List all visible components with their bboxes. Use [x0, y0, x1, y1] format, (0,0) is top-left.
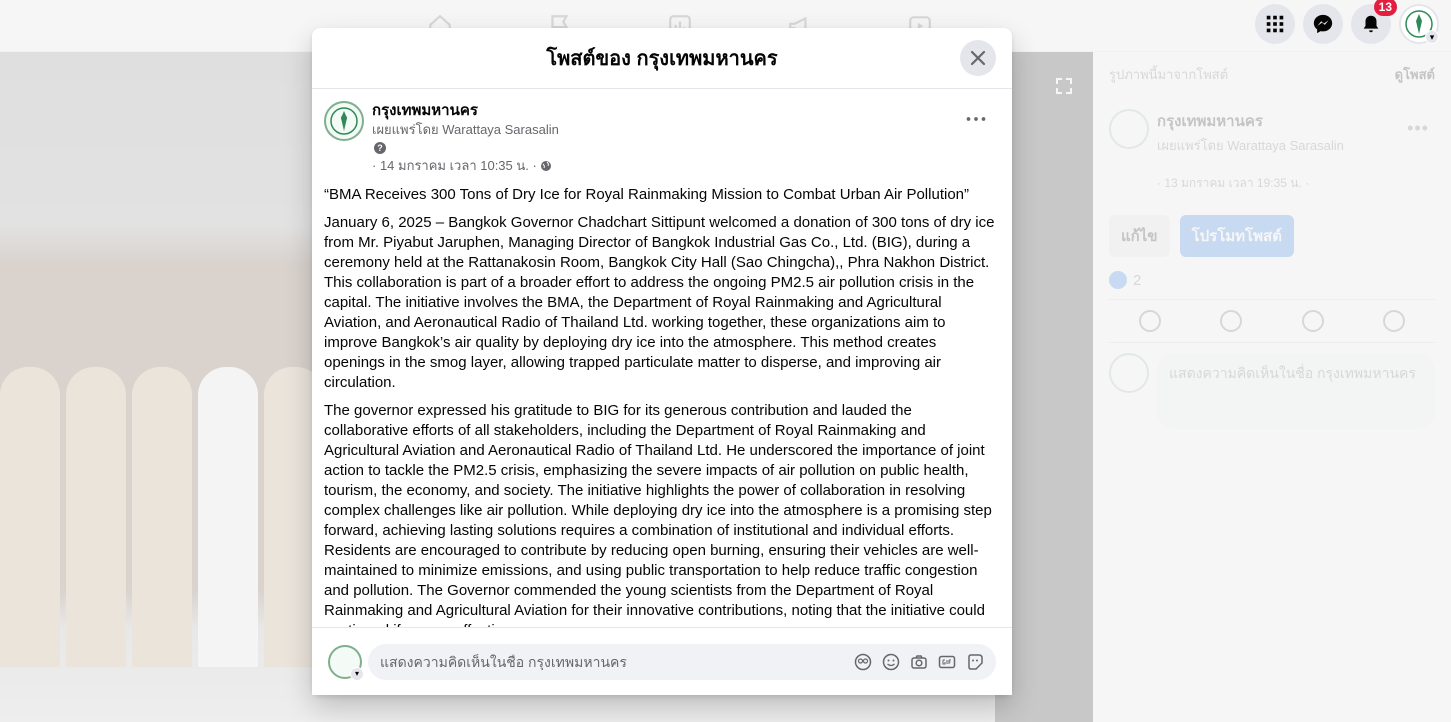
- page-name[interactable]: กรุงเทพมหานคร: [372, 102, 478, 119]
- page-avatar[interactable]: [324, 101, 364, 141]
- help-icon[interactable]: ?: [374, 142, 386, 154]
- chevron-down-icon[interactable]: ▾: [350, 667, 364, 681]
- more-options-icon[interactable]: [958, 109, 994, 129]
- close-button[interactable]: [960, 40, 996, 76]
- post-meta: [372, 101, 559, 175]
- post-title-text: “BMA Receives 300 Tons of Dry Ice for Royal Rainmaking Mission to Combat Urban Air Pollution”: [324, 186, 969, 203]
- camera-icon[interactable]: [910, 653, 928, 671]
- post-date-text: · 14 มกราคม เวลา 10:35 น. ·: [372, 158, 537, 173]
- messenger-icon[interactable]: [1303, 4, 1343, 44]
- post-text: [324, 185, 1000, 669]
- gif-icon[interactable]: [938, 653, 956, 671]
- post-date[interactable]: [372, 157, 559, 175]
- post-paragraph: The governor expressed his gratitude to BIG for its generous contribution and lauded the collaborative efforts of all stakeholders, including the Department of Royal Rainmaking and Agricultural Aviation and Aeronautical Radio of Thailand Ltd. He underscored the importance of joint action to tackle the PM2.5 crisis, emphasizing the severe impacts of air pollution on public health, tourism, the economy, and society. The initiative highlights the power of collaboration in resolving complex challenges like air pollution. While deploying dry ice into the atmosphere is a promising step forward, achieving lasting solutions requires a combination of institutional and individual efforts. Residents are encouraged to contribute by reducing open burning, ensuring their vehicles are well-maintained to minimize emissions, and using public transportation to help reduce traffic congestion and pollution. The Governor commended the young scientists from the Department of Royal Rainmaking and Agricultural Aviation for their innovative contributions, noting that the initiative could: [324, 402, 992, 619]
- published-by: เผยแพร่โดย Warattaya Sarasalin: [372, 122, 559, 137]
- globe-icon: [540, 160, 552, 172]
- post-content[interactable]: [312, 89, 1012, 627]
- modal-header: [312, 28, 1012, 89]
- bell-icon[interactable]: [1351, 0, 1392, 44]
- notification-badge: 13: [1374, 0, 1397, 16]
- close-icon: [968, 48, 988, 68]
- sticker-icon[interactable]: [966, 653, 984, 671]
- comment-input[interactable]: [380, 654, 854, 670]
- post-header: [324, 101, 1000, 175]
- comment-tools: [854, 653, 984, 671]
- comment-composer: [312, 627, 1012, 695]
- post-paragraph: January 6, 2025 – Bangkok Governor Chadchart Sittipunt welcomed a donation of 300 tons of dry ice from Mr. Piyabut Jaruphen, Managing Director of Bangkok Industrial Gas Co., Ltd. (BIG), during a ceremony held at the Rattanakosin Room, Bangkok City Hall (Sao Chingcha),, Phra Nakhon District. This collaboration is part of a broader effort to address the ongoing PM2.5 air pollution crisis in the capital. The initiative involves the BMA, the Department of Royal Rainmaking and Agricultural Aviation, and Aeronautical Radio of Thailand Ltd. working together, these organizations aim to improve Bangkok’s air quality by deploying dry ice into the atmosphere. This method creates openings in the smog layer, allowing trapped particulate matter to disperse, and improving air circulation.: [324, 214, 995, 391]
- emoji-icon[interactable]: [882, 653, 900, 671]
- commenter-avatar[interactable]: [328, 645, 362, 679]
- modal-title: โพสต์ของ กรุงเทพมหานคร: [546, 48, 778, 70]
- comment-box[interactable]: [368, 644, 996, 680]
- menu-grid-icon[interactable]: [1255, 4, 1295, 44]
- chevron-down-icon[interactable]: ▾: [1425, 30, 1439, 44]
- profile-avatar[interactable]: [1399, 4, 1439, 44]
- avatar-sticker-icon[interactable]: [854, 653, 872, 671]
- account-controls: [1255, 0, 1439, 44]
- post-modal: [312, 28, 1012, 695]
